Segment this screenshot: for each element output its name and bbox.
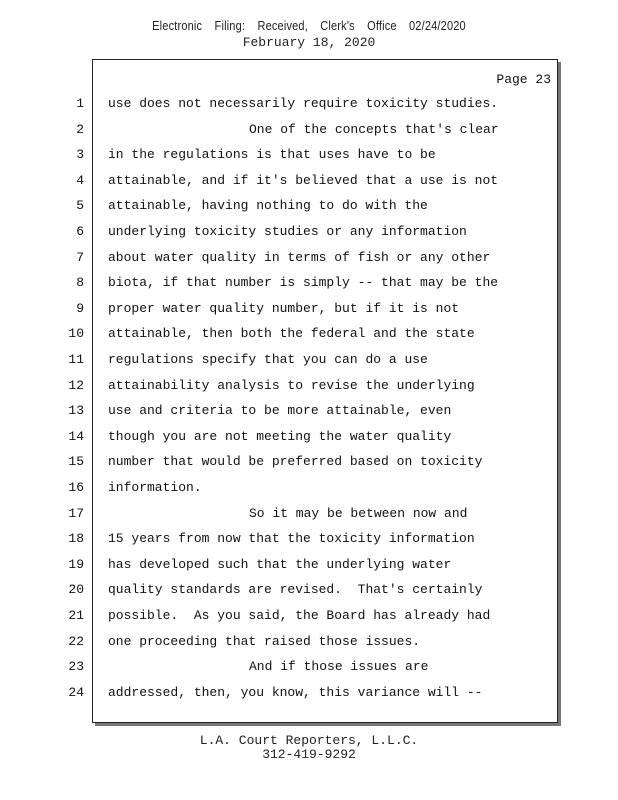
page-number: Page 23 [496, 72, 551, 87]
transcript-line: information. [108, 480, 202, 495]
line-number: 19 [68, 557, 84, 572]
transcript-line: use and criteria to be more attainable, even [108, 403, 452, 418]
stamp-word: Received, [257, 19, 308, 33]
line-number: 3 [76, 147, 84, 162]
line-number: 18 [68, 531, 84, 546]
transcript-line: One of the concepts that's clear [249, 122, 499, 137]
line-number: 7 [76, 250, 84, 265]
transcript-line: in the regulations is that uses have to be [108, 147, 436, 162]
line-number: 2 [76, 122, 84, 137]
transcript-line: use does not necessarily require toxicity studies. [108, 96, 499, 111]
line-number: 13 [68, 403, 84, 418]
line-number: 5 [76, 198, 84, 213]
transcript-line: biota, if that number is simply -- that may be the [108, 275, 499, 290]
stamp-word: Filing: [214, 19, 246, 33]
transcript-line: 15 years from now that the toxicity information [108, 531, 475, 546]
line-number: 6 [76, 224, 84, 239]
line-number: 14 [68, 429, 84, 444]
line-number: 16 [68, 480, 84, 495]
line-number: 8 [76, 275, 84, 290]
transcript-line: addressed, then, you know, this variance will -- [108, 685, 483, 700]
stamp-word: 02/24/2020 [409, 19, 466, 33]
transcript-line: number that would be preferred based on toxicity [108, 454, 483, 469]
transcript-line: proper water quality number, but if it is not [108, 301, 460, 316]
transcript-line: And if those issues are [249, 659, 429, 674]
line-number: 4 [76, 173, 84, 188]
transcript-line: quality standards are revised. That's certainly [108, 582, 483, 597]
line-number: 21 [68, 608, 84, 623]
line-number: 9 [76, 301, 84, 316]
transcript-line: regulations specify that you can do a use [108, 352, 428, 367]
line-number: 23 [68, 659, 84, 674]
transcript-line: possible. As you said, the Board has already had [108, 608, 491, 623]
transcript-line: attainability analysis to revise the underlying [108, 378, 475, 393]
transcript-line: attainable, and if it's believed that a use is not [108, 173, 499, 188]
line-number: 10 [68, 326, 84, 341]
filing-stamp [37, 19, 581, 33]
stamp-word: Office [367, 19, 397, 33]
transcript-line: one proceeding that raised those issues. [108, 634, 421, 649]
reporter-company: L.A. Court Reporters, L.L.C. [199, 733, 419, 748]
transcript-line: has developed such that the underlying water [108, 557, 452, 572]
line-number: 20 [68, 582, 84, 597]
reporter-phone: 312-419-9292 [262, 747, 356, 762]
transcript-line: attainable, having nothing to do with the [108, 198, 428, 213]
line-number: 15 [68, 454, 84, 469]
line-number: 12 [68, 378, 84, 393]
stamp-word: Clerk's [320, 19, 355, 33]
line-number: 11 [68, 352, 84, 367]
hearing-date: February 18, 2020 [242, 35, 376, 50]
line-number: 22 [68, 634, 84, 649]
stamp-word: Electronic [152, 19, 203, 33]
line-number: 24 [68, 685, 84, 700]
transcript-line: about water quality in terms of fish or any other [108, 250, 491, 265]
transcript-line: though you are not meeting the water quality [108, 429, 452, 444]
transcript-line: underlying toxicity studies or any information [108, 224, 467, 239]
line-number: 17 [68, 506, 84, 521]
line-number: 1 [76, 96, 84, 111]
transcript-line: attainable, then both the federal and the state [108, 326, 475, 341]
transcript-line: So it may be between now and [249, 506, 468, 521]
